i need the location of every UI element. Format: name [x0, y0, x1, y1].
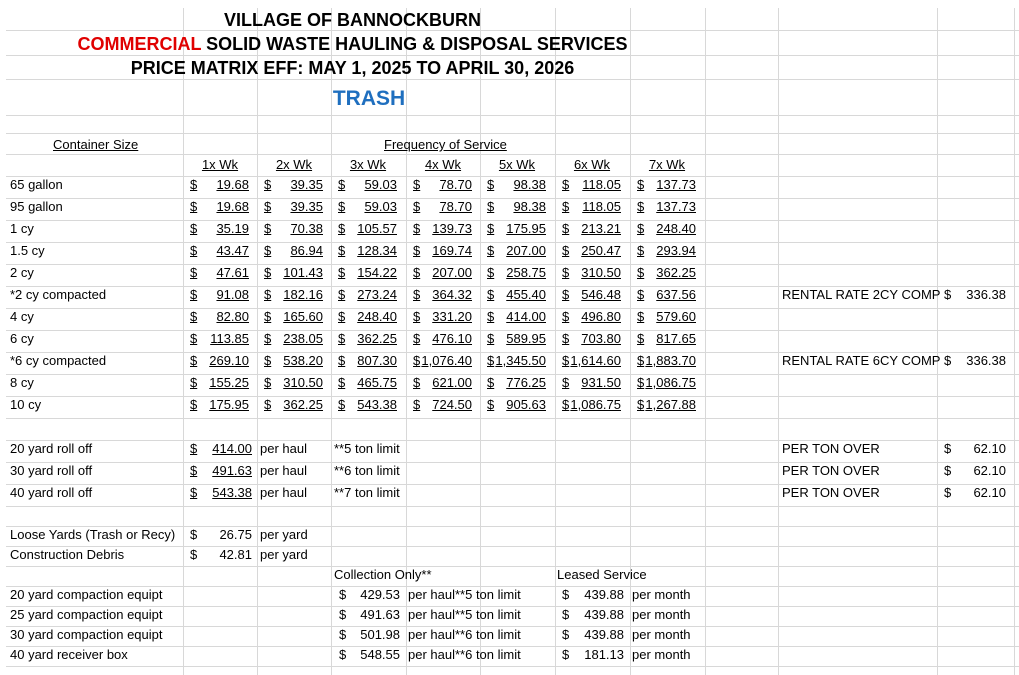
leased-dollar-sign: $: [562, 627, 570, 642]
loose-price: 42.81: [219, 547, 252, 562]
price-dollar-sign: $: [190, 287, 198, 302]
frequency-1x-header: 1x Wk: [201, 157, 239, 172]
price-dollar-sign: $: [413, 221, 421, 236]
container-size-header: Container Size: [53, 137, 139, 152]
price-dollar-sign: $: [190, 331, 198, 346]
price-dollar-sign: $: [562, 265, 570, 280]
price-cell: 465.75: [357, 375, 397, 390]
price-cell: 137.73: [656, 199, 696, 214]
rolloff-unit: per haul: [260, 463, 307, 478]
container-size-label: 1 cy: [10, 221, 34, 236]
price-dollar-sign: $: [338, 287, 346, 302]
container-size-label: 4 cy: [10, 309, 34, 324]
price-cell: 35.19: [216, 221, 249, 236]
price-cell: 1,086.75: [645, 375, 696, 390]
price-cell: 293.94: [656, 243, 696, 258]
title-village: VILLAGE OF BANNOCKBURN: [224, 10, 481, 30]
frequency-3x-header: 3x Wk: [349, 157, 387, 172]
price-cell: 250.47: [581, 243, 621, 258]
price-dollar-sign: $: [190, 309, 198, 324]
price-dollar-sign: $: [413, 265, 421, 280]
title-effective-dates: PRICE MATRIX EFF: MAY 1, 2025 TO APRIL 30, 2026: [130, 58, 575, 78]
loose-dollar-sign: $: [190, 527, 198, 542]
title-services: [0, 32, 705, 56]
container-size-label: *2 cy compacted: [10, 287, 107, 302]
per-ton-over-dollar: $: [944, 441, 952, 456]
collection-price: 501.98: [360, 627, 400, 642]
price-dollar-sign: $: [637, 199, 645, 214]
leased-unit: per month: [632, 647, 691, 662]
price-dollar-sign: $: [338, 243, 346, 258]
price-dollar-sign: $: [562, 287, 570, 302]
leased-price: 181.13: [584, 647, 624, 662]
price-cell: 455.40: [506, 287, 546, 302]
price-cell: 213.21: [581, 221, 621, 236]
loose-unit: per yard: [260, 547, 308, 562]
rolloff-dollar-sign: $: [190, 441, 198, 456]
price-dollar-sign: $: [264, 287, 272, 302]
price-dollar-sign: $: [637, 221, 645, 236]
price-dollar-sign: $: [413, 177, 421, 192]
rolloff-unit: per haul: [260, 441, 307, 456]
price-cell: 70.38: [290, 221, 323, 236]
price-dollar-sign: $: [264, 331, 272, 346]
leased-unit: per month: [632, 627, 691, 642]
price-dollar-sign: $: [264, 243, 272, 258]
price-cell: 137.73: [656, 177, 696, 192]
price-dollar-sign: $: [338, 265, 346, 280]
gridline-vertical: [1014, 8, 1015, 675]
leased-price: 439.88: [584, 627, 624, 642]
rolloff-label: 30 yard roll off: [10, 463, 93, 478]
price-cell: 476.10: [432, 331, 472, 346]
price-cell: 175.95: [209, 397, 249, 412]
price-cell: 128.34: [357, 243, 397, 258]
price-cell: 155.25: [209, 375, 249, 390]
loose-label: Loose Yards (Trash or Recy): [10, 527, 176, 542]
price-dollar-sign: $: [190, 243, 198, 258]
price-dollar-sign: $: [190, 353, 198, 368]
price-dollar-sign: $: [562, 375, 570, 390]
price-dollar-sign: $: [562, 177, 570, 192]
collection-unit: per haul**5 ton limit: [408, 587, 521, 602]
price-cell: 362.25: [357, 331, 397, 346]
price-dollar-sign: $: [487, 265, 495, 280]
price-dollar-sign: $: [264, 177, 272, 192]
price-dollar-sign: $: [562, 309, 570, 324]
collection-dollar-sign: $: [339, 607, 347, 622]
gridline-vertical: [705, 8, 706, 675]
gridline-horizontal: [6, 566, 1019, 567]
price-cell: 258.75: [506, 265, 546, 280]
price-cell: 39.35: [290, 199, 323, 214]
price-cell: 1,345.50: [495, 353, 546, 368]
price-cell: 621.00: [432, 375, 472, 390]
price-cell: 1,086.75: [570, 397, 621, 412]
gridline-horizontal: [6, 506, 1019, 507]
price-cell: 43.47: [216, 243, 249, 258]
price-dollar-sign: $: [562, 243, 570, 258]
price-dollar-sign: $: [562, 221, 570, 236]
gridline-vertical: [183, 8, 184, 675]
compaction-label: 25 yard compaction equipt: [10, 607, 163, 622]
price-dollar-sign: $: [637, 331, 645, 346]
price-cell: 59.03: [364, 199, 397, 214]
price-dollar-sign: $: [190, 221, 198, 236]
price-dollar-sign: $: [637, 309, 645, 324]
price-dollar-sign: $: [264, 397, 272, 412]
leased-dollar-sign: $: [562, 587, 570, 602]
price-dollar-sign: $: [487, 287, 495, 302]
price-cell: 579.60: [656, 309, 696, 324]
price-cell: 637.56: [656, 287, 696, 302]
per-ton-over-value: 62.10: [973, 463, 1006, 478]
price-dollar-sign: $: [637, 243, 645, 258]
leased-dollar-sign: $: [562, 607, 570, 622]
price-cell: 169.74: [432, 243, 472, 258]
price-cell: 546.48: [581, 287, 621, 302]
price-dollar-sign: $: [264, 221, 272, 236]
price-dollar-sign: $: [487, 221, 495, 236]
rental-rate-2cy-dollar: $: [944, 287, 952, 302]
per-ton-over-label: PER TON OVER: [782, 441, 880, 456]
price-dollar-sign: $: [637, 287, 645, 302]
rental-rate-2cy-value: 336.38: [966, 287, 1006, 302]
collection-unit: per haul**5 ton limit: [408, 607, 521, 622]
price-dollar-sign: $: [413, 243, 421, 258]
price-cell: 101.43: [283, 265, 323, 280]
price-cell: 82.80: [216, 309, 249, 324]
gridline-vertical: [778, 8, 779, 675]
price-cell: 589.95: [506, 331, 546, 346]
rental-rate-2cy-label: RENTAL RATE 2CY COMP: [782, 287, 941, 302]
price-cell: 91.08: [216, 287, 249, 302]
price-dollar-sign: $: [637, 177, 645, 192]
container-size-label: 2 cy: [10, 265, 34, 280]
loose-label: Construction Debris: [10, 547, 125, 562]
title-commercial: COMMERCIAL: [77, 34, 202, 54]
price-cell: 248.40: [656, 221, 696, 236]
leased-price: 439.88: [584, 587, 624, 602]
price-cell: 105.57: [357, 221, 397, 236]
rolloff-dollar-sign: $: [190, 463, 198, 478]
price-cell: 175.95: [506, 221, 546, 236]
collection-dollar-sign: $: [339, 647, 347, 662]
loose-unit: per yard: [260, 527, 308, 542]
price-cell: 703.80: [581, 331, 621, 346]
price-cell: 238.05: [283, 331, 323, 346]
price-dollar-sign: $: [264, 309, 272, 324]
price-cell: 931.50: [581, 375, 621, 390]
price-cell: 86.94: [290, 243, 323, 258]
price-cell: 543.38: [357, 397, 397, 412]
rolloff-price: 491.63: [212, 463, 252, 478]
price-dollar-sign: $: [562, 397, 570, 412]
loose-dollar-sign: $: [190, 547, 198, 562]
price-dollar-sign: $: [413, 375, 421, 390]
gridline-horizontal: [6, 133, 1019, 134]
price-cell: 59.03: [364, 177, 397, 192]
rental-rate-6cy-value: 336.38: [966, 353, 1006, 368]
price-cell: 817.65: [656, 331, 696, 346]
price-cell: 364.32: [432, 287, 472, 302]
per-ton-over-value: 62.10: [973, 441, 1006, 456]
price-cell: 362.25: [283, 397, 323, 412]
rolloff-ton-limit: **6 ton limit: [334, 463, 400, 478]
rolloff-dollar-sign: $: [190, 485, 198, 500]
price-cell: 310.50: [581, 265, 621, 280]
collection-price: 491.63: [360, 607, 400, 622]
price-dollar-sign: $: [338, 375, 346, 390]
price-dollar-sign: $: [413, 287, 421, 302]
frequency-2x-header: 2x Wk: [275, 157, 313, 172]
frequency-6x-header: 6x Wk: [573, 157, 611, 172]
price-dollar-sign: $: [338, 353, 346, 368]
container-size-label: 1.5 cy: [10, 243, 45, 258]
price-cell: 98.38: [513, 199, 546, 214]
per-ton-over-dollar: $: [944, 485, 952, 500]
rolloff-price: 414.00: [212, 441, 252, 456]
rolloff-unit: per haul: [260, 485, 307, 500]
price-dollar-sign: $: [338, 221, 346, 236]
rental-rate-6cy-label: RENTAL RATE 6CY COMP: [782, 353, 941, 368]
price-dollar-sign: $: [487, 353, 495, 368]
loose-price: 26.75: [219, 527, 252, 542]
price-cell: 19.68: [216, 199, 249, 214]
price-cell: 139.73: [432, 221, 472, 236]
price-dollar-sign: $: [487, 199, 495, 214]
frequency-4x-header: 4x Wk: [424, 157, 462, 172]
price-dollar-sign: $: [487, 243, 495, 258]
price-dollar-sign: $: [487, 177, 495, 192]
price-dollar-sign: $: [264, 353, 272, 368]
price-cell: 1,614.60: [570, 353, 621, 368]
rolloff-label: 20 yard roll off: [10, 441, 93, 456]
leased-dollar-sign: $: [562, 647, 570, 662]
price-dollar-sign: $: [190, 177, 198, 192]
price-cell: 1,267.88: [645, 397, 696, 412]
price-dollar-sign: $: [338, 397, 346, 412]
price-cell: 1,883.70: [645, 353, 696, 368]
rolloff-label: 40 yard roll off: [10, 485, 93, 500]
per-ton-over-label: PER TON OVER: [782, 463, 880, 478]
price-cell: 1,076.40: [421, 353, 472, 368]
collection-dollar-sign: $: [339, 627, 347, 642]
compaction-label: 20 yard compaction equipt: [10, 587, 163, 602]
price-dollar-sign: $: [413, 309, 421, 324]
price-dollar-sign: $: [338, 309, 346, 324]
price-cell: 47.61: [216, 265, 249, 280]
price-cell: 207.00: [506, 243, 546, 258]
frequency-7x-header: 7x Wk: [648, 157, 686, 172]
frequency-5x-header: 5x Wk: [498, 157, 536, 172]
price-cell: 19.68: [216, 177, 249, 192]
rolloff-price: 543.38: [212, 485, 252, 500]
price-cell: 724.50: [432, 397, 472, 412]
per-ton-over-dollar: $: [944, 463, 952, 478]
price-dollar-sign: $: [264, 199, 272, 214]
price-cell: 905.63: [506, 397, 546, 412]
price-dollar-sign: $: [338, 177, 346, 192]
price-dollar-sign: $: [637, 375, 645, 390]
price-cell: 182.16: [283, 287, 323, 302]
price-cell: 414.00: [506, 309, 546, 324]
rolloff-ton-limit: **7 ton limit: [334, 485, 400, 500]
price-dollar-sign: $: [190, 375, 198, 390]
price-dollar-sign: $: [413, 397, 421, 412]
container-size-label: 65 gallon: [10, 177, 63, 192]
price-cell: 165.60: [283, 309, 323, 324]
price-dollar-sign: $: [487, 375, 495, 390]
price-dollar-sign: $: [562, 353, 570, 368]
gridline-vertical: [555, 8, 556, 675]
collection-price: 548.55: [360, 647, 400, 662]
price-dollar-sign: $: [190, 397, 198, 412]
container-size-label: 10 cy: [10, 397, 42, 412]
rolloff-ton-limit: **5 ton limit: [334, 441, 400, 456]
price-cell: 310.50: [283, 375, 323, 390]
price-cell: 776.25: [506, 375, 546, 390]
price-cell: 807.30: [357, 353, 397, 368]
collection-unit: per haul**6 ton limit: [408, 627, 521, 642]
title-services-rest: SOLID WASTE HAULING & DISPOSAL SERVICES: [201, 34, 628, 54]
gridline-horizontal: [6, 666, 1019, 667]
gridline-horizontal: [6, 418, 1019, 419]
leased-unit: per month: [632, 607, 691, 622]
price-cell: 78.70: [439, 177, 472, 192]
collection-unit: per haul**6 ton limit: [408, 647, 521, 662]
price-cell: 39.35: [290, 177, 323, 192]
price-cell: 118.05: [582, 199, 621, 214]
price-dollar-sign: $: [487, 331, 495, 346]
leased-price: 439.88: [584, 607, 624, 622]
collection-dollar-sign: $: [339, 587, 347, 602]
per-ton-over-label: PER TON OVER: [782, 485, 880, 500]
price-cell: 78.70: [439, 199, 472, 214]
price-dollar-sign: $: [637, 265, 645, 280]
price-dollar-sign: $: [413, 331, 421, 346]
price-dollar-sign: $: [413, 199, 421, 214]
price-cell: 154.22: [357, 265, 397, 280]
price-cell: 113.85: [210, 331, 249, 346]
price-cell: 496.80: [581, 309, 621, 324]
section-trash-title: TRASH: [332, 87, 406, 110]
price-dollar-sign: $: [190, 199, 198, 214]
price-dollar-sign: $: [264, 265, 272, 280]
collection-price: 429.53: [360, 587, 400, 602]
leased-service-header: Leased Service: [557, 567, 647, 582]
price-cell: 331.20: [432, 309, 472, 324]
price-cell: 538.20: [283, 353, 323, 368]
per-ton-over-value: 62.10: [973, 485, 1006, 500]
price-dollar-sign: $: [190, 265, 198, 280]
frequency-header: Frequency of Service: [384, 137, 507, 152]
gridline-vertical: [937, 8, 938, 675]
gridline-horizontal: [6, 115, 1019, 116]
container-size-label: 6 cy: [10, 331, 34, 346]
container-size-label: 8 cy: [10, 375, 34, 390]
container-size-label: *6 cy compacted: [10, 353, 107, 368]
price-dollar-sign: $: [487, 309, 495, 324]
price-dollar-sign: $: [637, 397, 645, 412]
price-dollar-sign: $: [487, 397, 495, 412]
price-dollar-sign: $: [338, 331, 346, 346]
gridline-horizontal: [6, 546, 1019, 547]
price-dollar-sign: $: [413, 353, 421, 368]
container-size-label: 95 gallon: [10, 199, 63, 214]
price-dollar-sign: $: [338, 199, 346, 214]
price-dollar-sign: $: [637, 353, 645, 368]
price-cell: 362.25: [656, 265, 696, 280]
price-cell: 273.24: [357, 287, 397, 302]
price-cell: 98.38: [513, 177, 546, 192]
price-cell: 269.10: [209, 353, 249, 368]
price-dollar-sign: $: [562, 199, 570, 214]
collection-only-header: Collection Only**: [334, 567, 432, 582]
leased-unit: per month: [632, 587, 691, 602]
compaction-label: 30 yard compaction equipt: [10, 627, 163, 642]
price-cell: 207.00: [432, 265, 472, 280]
gridline-horizontal: [6, 154, 1019, 155]
rental-rate-6cy-dollar: $: [944, 353, 952, 368]
price-cell: 118.05: [582, 177, 621, 192]
price-dollar-sign: $: [264, 375, 272, 390]
price-dollar-sign: $: [562, 331, 570, 346]
price-cell: 248.40: [357, 309, 397, 324]
compaction-label: 40 yard receiver box: [10, 647, 128, 662]
